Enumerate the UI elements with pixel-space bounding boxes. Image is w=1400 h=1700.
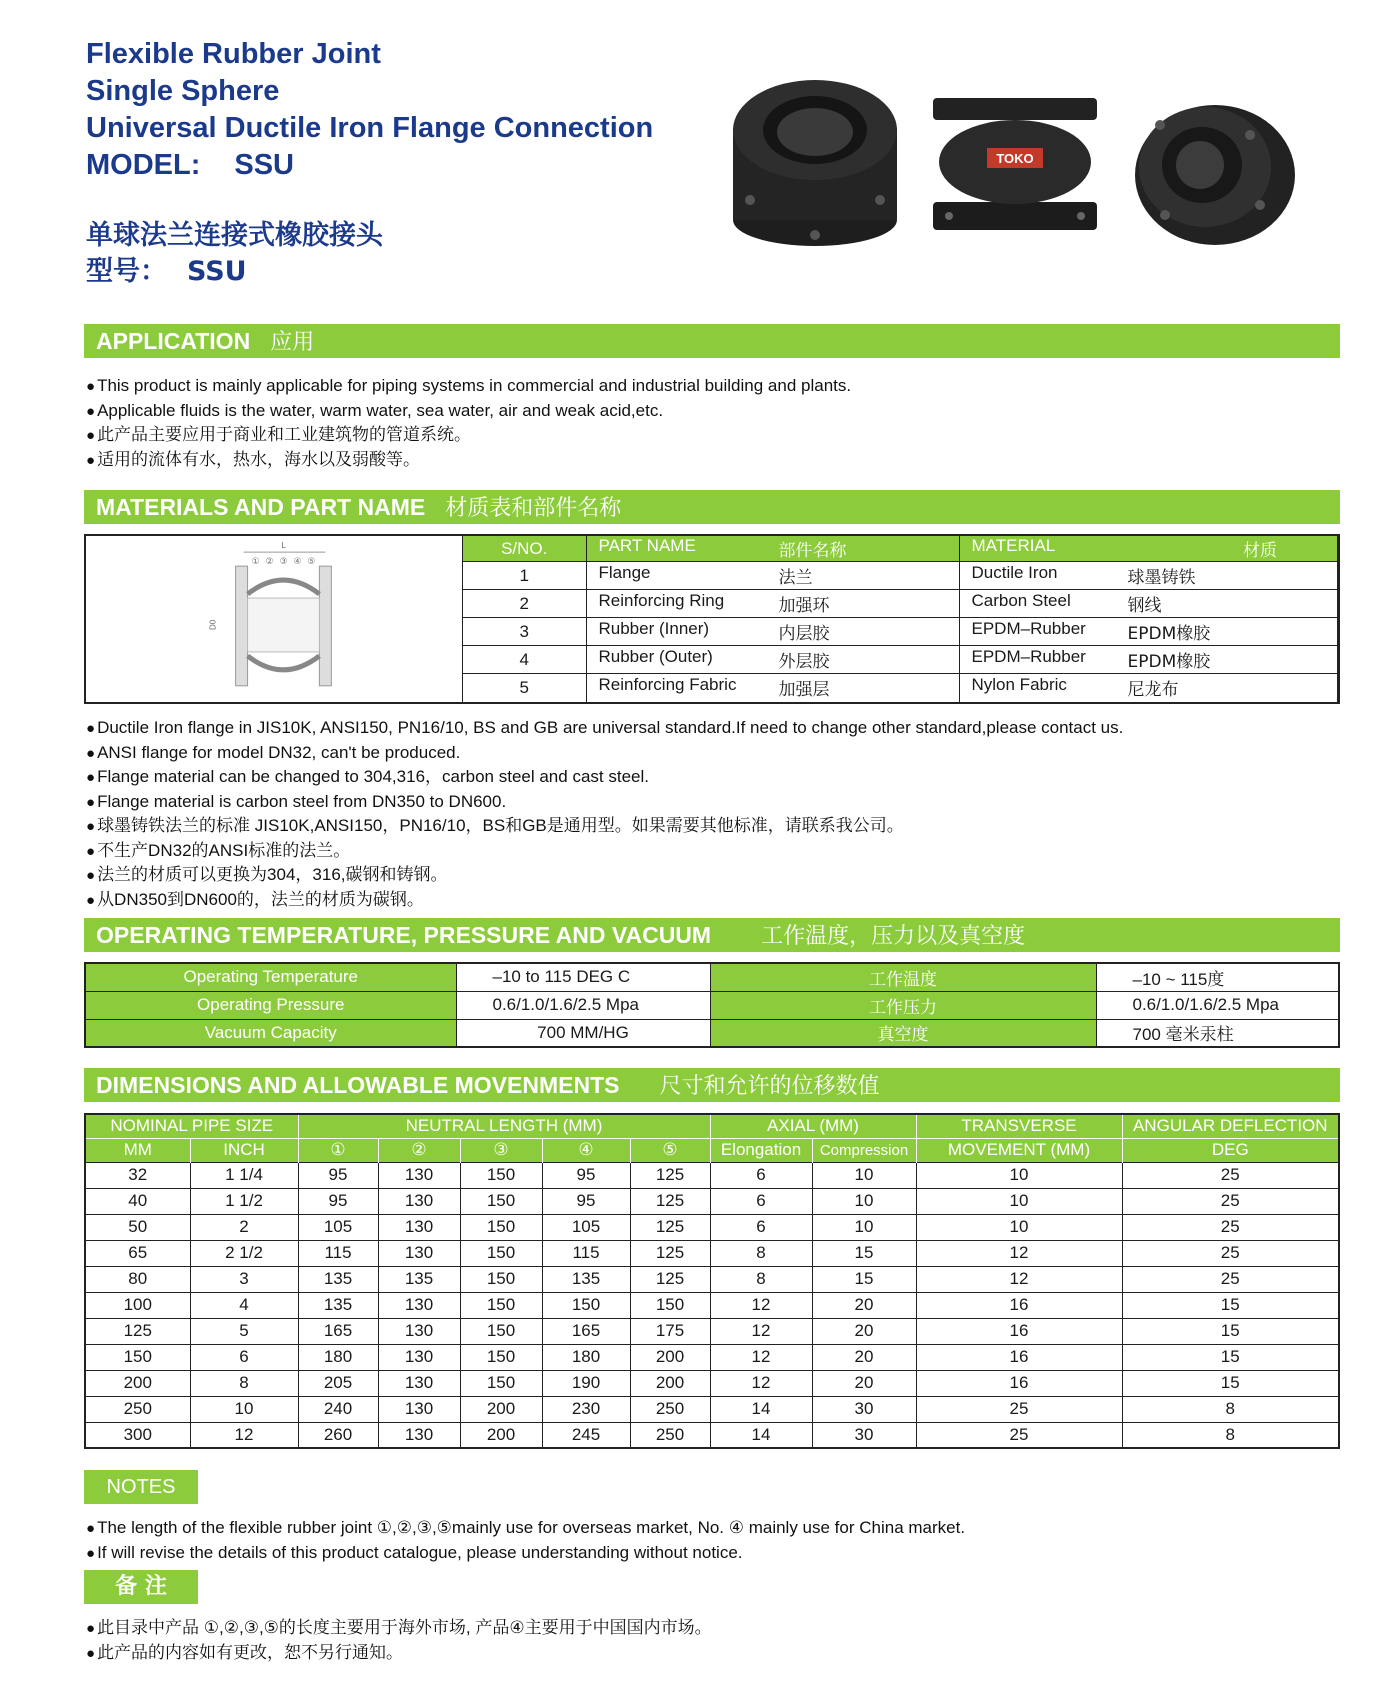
- table-cell: 12: [710, 1292, 812, 1318]
- list-item: ● If will revise the details of this product catalogue, please understanding without notice.: [86, 1541, 965, 1566]
- table-row: [85, 1162, 1339, 1188]
- cell-material-name: Carbon Steel: [971, 591, 1071, 610]
- table-cell: 6: [710, 1188, 812, 1214]
- model-value: SSU: [234, 149, 295, 181]
- table-cell: 10: [916, 1214, 1122, 1240]
- table-cell: 15: [812, 1266, 916, 1292]
- table-cell: 130: [378, 1422, 460, 1448]
- table-cell: 250: [630, 1396, 710, 1422]
- op-value: 0.6/1.0/1.6/2.5 Mpa: [456, 991, 710, 1019]
- application-bullets: [86, 374, 851, 472]
- table-row: [85, 1370, 1339, 1396]
- cell-sno: 5: [463, 674, 586, 702]
- table-cell: 30: [812, 1396, 916, 1422]
- table-cell: 150: [460, 1370, 542, 1396]
- table-cell: 250: [630, 1422, 710, 1448]
- table-cell: 125: [630, 1214, 710, 1240]
- table-cell: 15: [1122, 1318, 1339, 1344]
- table-cell: 12: [710, 1344, 812, 1370]
- op-label-cn: 工作温度: [710, 963, 1096, 991]
- table-cell: 8: [190, 1370, 298, 1396]
- table-row: [85, 1396, 1339, 1422]
- table-cell: 130: [378, 1214, 460, 1240]
- table-cell: 20: [812, 1318, 916, 1344]
- cell-material-name: EPDM–Rubber: [971, 619, 1086, 638]
- table-row: [85, 1292, 1339, 1318]
- table-row: [85, 1422, 1339, 1448]
- product-photo-side: [925, 90, 1105, 240]
- cell-material-name: Ductile Iron: [971, 563, 1058, 582]
- table-row: [85, 1019, 1339, 1047]
- table-cell: 95: [542, 1162, 630, 1188]
- cell-part: [586, 646, 959, 674]
- table-row: [463, 674, 1338, 702]
- list-item: ● 法兰的材质可以更换为304，316,碳钢和铸钢。: [86, 863, 1123, 888]
- cell-part-cn: 加强环: [778, 596, 830, 616]
- title-line-2: Single Sphere: [86, 75, 280, 107]
- table-cell: 10: [190, 1396, 298, 1422]
- table-cell: 130: [378, 1344, 460, 1370]
- materials-title-cn: 材质表和部件名称: [445, 496, 622, 521]
- table-cell: 200: [85, 1370, 190, 1396]
- col-part: [586, 536, 959, 562]
- table-cell: 150: [460, 1344, 542, 1370]
- table-cell: 8: [710, 1266, 812, 1292]
- table-cell: 10: [812, 1162, 916, 1188]
- dimensions-table: [84, 1113, 1340, 1449]
- table-cell: 10: [916, 1188, 1122, 1214]
- table-cell: 240: [298, 1396, 378, 1422]
- diagram-diameter-label: D0: [208, 619, 218, 630]
- application-band: [84, 324, 1340, 358]
- cell-part: [586, 674, 959, 702]
- list-item: ● 球墨铸铁法兰的标准 JIS10K,ANSI150，PN16/10，BS和GB是通用型。如果需要其他标准，请联系我公司。: [86, 814, 1123, 839]
- table-row: [463, 618, 1338, 646]
- diagram-callout: ②: [265, 557, 274, 568]
- list-item: ● 此目录中产品 ①,②,③,⑤的长度主要用于海外市场, 产品④主要用于中国国内市场。: [86, 1616, 712, 1641]
- table-cell: 6: [710, 1162, 812, 1188]
- table-cell: 150: [460, 1266, 542, 1292]
- sub-header: INCH: [190, 1138, 298, 1162]
- op-label-cn: 真空度: [710, 1019, 1096, 1047]
- cell-part-cn: 内层胶: [778, 624, 830, 644]
- dimensions-body: [85, 1162, 1339, 1448]
- table-cell: 25: [916, 1396, 1122, 1422]
- list-item: ● 适用的流体有水，热水，海水以及弱酸等。: [86, 448, 851, 473]
- cell-part-name: Reinforcing Fabric: [598, 675, 737, 695]
- dimensions-title-cn: 尺寸和允许的位移数值: [659, 1074, 880, 1099]
- cell-material-cn: EPDM橡胶: [1127, 624, 1211, 644]
- cell-sno: 1: [463, 562, 586, 590]
- table-cell: 115: [542, 1240, 630, 1266]
- cn-model-label: 型号：: [86, 256, 167, 287]
- sub-header: MM: [85, 1138, 190, 1162]
- col-part-label: PART NAME: [598, 536, 696, 555]
- table-cell: 12: [710, 1370, 812, 1396]
- table-cell: 25: [1122, 1240, 1339, 1266]
- sub-header: MOVEMENT (MM): [916, 1138, 1122, 1162]
- table-cell: 10: [812, 1188, 916, 1214]
- diagram-callout: ④: [293, 557, 302, 568]
- table-row: [463, 562, 1338, 590]
- table-cell: 65: [85, 1240, 190, 1266]
- op-label: Operating Temperature: [85, 963, 456, 991]
- sub-header: ②: [378, 1138, 460, 1162]
- op-value-cn: 700 毫米汞柱: [1096, 1019, 1339, 1047]
- table-cell: 80: [85, 1266, 190, 1292]
- table-cell: 16: [916, 1344, 1122, 1370]
- product-photos: [720, 70, 1340, 250]
- cell-part: [586, 618, 959, 646]
- table-row: [85, 1266, 1339, 1292]
- col-material-cn-label: 材质: [1243, 541, 1277, 561]
- model-label: MODEL:: [86, 149, 201, 181]
- table-cell: 25: [1122, 1188, 1339, 1214]
- table-cell: 16: [916, 1292, 1122, 1318]
- materials-title: MATERIALS AND PART NAME: [96, 494, 426, 520]
- cell-material-name: EPDM–Rubber: [971, 647, 1086, 666]
- group-header: TRANSVERSE: [916, 1114, 1122, 1138]
- table-cell: 150: [460, 1292, 542, 1318]
- table-cell: 16: [916, 1370, 1122, 1396]
- table-cell: 15: [812, 1240, 916, 1266]
- dimensions-band: [84, 1068, 1340, 1102]
- table-cell: 130: [378, 1188, 460, 1214]
- table-row: [85, 991, 1339, 1019]
- cell-part: [586, 562, 959, 590]
- table-cell: 105: [298, 1214, 378, 1240]
- application-title: APPLICATION: [96, 328, 251, 354]
- table-cell: 150: [85, 1344, 190, 1370]
- product-photo-angled: [1120, 75, 1300, 250]
- table-cell: 130: [378, 1396, 460, 1422]
- table-cell: 150: [460, 1188, 542, 1214]
- table-row: [85, 1318, 1339, 1344]
- diagram-callout: ①: [251, 557, 260, 568]
- list-item: ● The length of the flexible rubber joint ①,②,③,⑤mainly use for overseas market, No. ④ mainly use for China market.: [86, 1516, 965, 1541]
- cell-part-cn: 外层胶: [778, 652, 830, 672]
- notes-cn-tag: 备 注: [84, 1570, 198, 1604]
- group-header: AXIAL (MM): [710, 1114, 916, 1138]
- table-cell: 130: [378, 1162, 460, 1188]
- list-item: ● 此产品主要应用于商业和工业建筑物的管道系统。: [86, 423, 851, 448]
- cell-material-cn: 尼龙布: [1127, 680, 1179, 701]
- table-cell: 4: [190, 1292, 298, 1318]
- cn-model-value: SSU: [187, 256, 247, 287]
- sub-header: DEG: [1122, 1138, 1339, 1162]
- table-row: [85, 1188, 1339, 1214]
- notes-cn-bullets: [86, 1616, 712, 1665]
- materials-notes: [86, 716, 1123, 912]
- notes-bullets: [86, 1516, 965, 1565]
- table-cell: 25: [1122, 1214, 1339, 1240]
- table-group-header-row: [85, 1114, 1339, 1138]
- table-cell: 200: [460, 1396, 542, 1422]
- sub-header: ①: [298, 1138, 378, 1162]
- table-cell: 175: [630, 1318, 710, 1344]
- diagram-callout: ③: [279, 557, 288, 568]
- table-cell: 25: [1122, 1162, 1339, 1188]
- diagram-callout: ⑤: [307, 557, 316, 568]
- table-cell: 130: [378, 1240, 460, 1266]
- table-cell: 95: [542, 1188, 630, 1214]
- table-cell: 15: [1122, 1344, 1339, 1370]
- table-cell: 135: [298, 1266, 378, 1292]
- table-cell: 150: [460, 1318, 542, 1344]
- cell-material: [959, 562, 1338, 590]
- joint-diagram: [86, 536, 463, 702]
- product-photo-front: [720, 70, 910, 250]
- col-sno: S/NO.: [463, 536, 586, 562]
- list-item: ● This product is mainly applicable for piping systems in commercial and industrial building and plants.: [86, 374, 851, 399]
- table-cell: 150: [542, 1292, 630, 1318]
- cell-sno: 3: [463, 618, 586, 646]
- table-cell: 135: [378, 1266, 460, 1292]
- table-cell: 32: [85, 1162, 190, 1188]
- cell-sno: 2: [463, 590, 586, 618]
- table-cell: 100: [85, 1292, 190, 1318]
- table-cell: 125: [630, 1188, 710, 1214]
- list-item: ● Ductile Iron flange in JIS10K, ANSI150, PN16/10, BS and GB are universal standard.If need to change other standard,please contact us.: [86, 716, 1123, 741]
- table-cell: 20: [812, 1344, 916, 1370]
- table-cell: 165: [298, 1318, 378, 1344]
- list-item: ● Flange material can be changed to 304,316，carbon steel and cast steel.: [86, 765, 1123, 790]
- table-cell: 25: [916, 1422, 1122, 1448]
- table-cell: 250: [85, 1396, 190, 1422]
- diagram-length-label: L: [281, 541, 286, 551]
- sub-header: Compression: [812, 1138, 916, 1162]
- table-cell: 6: [190, 1344, 298, 1370]
- table-cell: 95: [298, 1188, 378, 1214]
- table-cell: 14: [710, 1422, 812, 1448]
- list-item: ● Applicable fluids is the water, warm water, sea water, air and weak acid,etc.: [86, 399, 851, 424]
- cn-title: 单球法兰连接式橡胶接头: [86, 220, 383, 251]
- table-row: [85, 963, 1339, 991]
- table-cell: 15: [1122, 1370, 1339, 1396]
- cell-material: [959, 590, 1338, 618]
- table-cell: 135: [298, 1292, 378, 1318]
- op-label: Operating Pressure: [85, 991, 456, 1019]
- table-cell: 2 1/2: [190, 1240, 298, 1266]
- col-material-label: MATERIAL: [971, 536, 1056, 555]
- table-cell: 15: [1122, 1292, 1339, 1318]
- sub-header: ④: [542, 1138, 630, 1162]
- materials-block: [84, 534, 1340, 704]
- materials-table: [463, 536, 1338, 702]
- cell-material: [959, 618, 1338, 646]
- table-row: [85, 1344, 1339, 1370]
- table-cell: 95: [298, 1162, 378, 1188]
- table-cell: 135: [542, 1266, 630, 1292]
- sub-header: Elongation: [710, 1138, 812, 1162]
- operating-table: [84, 962, 1340, 1048]
- cell-material-cn: 钢线: [1127, 596, 1162, 616]
- application-title-cn: 应用: [270, 330, 315, 355]
- table-cell: 200: [460, 1422, 542, 1448]
- table-cell: 245: [542, 1422, 630, 1448]
- table-cell: 12: [710, 1318, 812, 1344]
- table-row: [463, 646, 1338, 674]
- list-item: ● 此产品的内容如有更改，恕不另行通知。: [86, 1641, 712, 1666]
- cell-part-name: Rubber (Inner): [598, 619, 710, 638]
- cell-material-cn: EPDM橡胶: [1127, 652, 1211, 672]
- table-cell: 150: [630, 1292, 710, 1318]
- table-cell: 125: [630, 1162, 710, 1188]
- table-cell: 230: [542, 1396, 630, 1422]
- cell-part-cn: 加强层: [778, 680, 830, 701]
- table-cell: 205: [298, 1370, 378, 1396]
- table-cell: 3: [190, 1266, 298, 1292]
- table-cell: 8: [1122, 1396, 1339, 1422]
- operating-title: OPERATING TEMPERATURE, PRESSURE AND VACUUM: [96, 922, 712, 948]
- title-block: [86, 36, 653, 184]
- sub-header: ⑤: [630, 1138, 710, 1162]
- group-header: NOMINAL PIPE SIZE: [85, 1114, 298, 1138]
- table-cell: 300: [85, 1422, 190, 1448]
- list-item: ● ANSI flange for model DN32, can't be produced.: [86, 741, 1123, 766]
- operating-band: [84, 918, 1340, 952]
- table-cell: 10: [916, 1162, 1122, 1188]
- materials-band: [84, 490, 1340, 524]
- table-row: [463, 590, 1338, 618]
- sub-header: ③: [460, 1138, 542, 1162]
- op-value: –10 to 115 DEG C: [456, 963, 710, 991]
- cell-sno: 4: [463, 646, 586, 674]
- table-cell: 165: [542, 1318, 630, 1344]
- table-cell: 50: [85, 1214, 190, 1240]
- table-cell: 20: [812, 1292, 916, 1318]
- table-cell: 115: [298, 1240, 378, 1266]
- table-header-row: [463, 536, 1338, 562]
- table-cell: 40: [85, 1188, 190, 1214]
- cell-part-name: Rubber (Outer): [598, 647, 713, 666]
- cn-model-line: [86, 254, 383, 290]
- table-sub-header-row: [85, 1138, 1339, 1162]
- table-cell: 8: [1122, 1422, 1339, 1448]
- title-line-3: Universal Ductile Iron Flange Connection: [86, 112, 654, 144]
- col-part-cn-label: 部件名称: [778, 541, 847, 561]
- op-value: 700 MM/HG: [456, 1019, 710, 1047]
- op-label-cn: 工作压力: [710, 991, 1096, 1019]
- table-cell: 6: [710, 1214, 812, 1240]
- op-value-cn: 0.6/1.0/1.6/2.5 Mpa: [1096, 991, 1339, 1019]
- table-cell: 190: [542, 1370, 630, 1396]
- cell-part-name: Flange: [598, 563, 651, 582]
- title-cn-block: [86, 218, 383, 290]
- table-cell: 180: [298, 1344, 378, 1370]
- table-cell: 30: [812, 1422, 916, 1448]
- operating-title-cn: 工作温度，压力以及真空度: [761, 924, 1026, 949]
- table-cell: 200: [630, 1370, 710, 1396]
- table-cell: 130: [378, 1370, 460, 1396]
- table-cell: 5: [190, 1318, 298, 1344]
- table-cell: 20: [812, 1370, 916, 1396]
- table-cell: 125: [630, 1266, 710, 1292]
- cell-material: [959, 674, 1338, 702]
- table-cell: 12: [916, 1266, 1122, 1292]
- table-cell: 125: [85, 1318, 190, 1344]
- table-cell: 130: [378, 1318, 460, 1344]
- table-cell: 125: [630, 1240, 710, 1266]
- group-header: NEUTRAL LENGTH (MM): [298, 1114, 710, 1138]
- op-label: Vacuum Capacity: [85, 1019, 456, 1047]
- table-cell: 200: [630, 1344, 710, 1370]
- table-cell: 2: [190, 1214, 298, 1240]
- model-line: [86, 147, 653, 184]
- table-cell: 12: [190, 1422, 298, 1448]
- table-row: [85, 1240, 1339, 1266]
- op-value-cn: –10 ~ 115度: [1096, 963, 1339, 991]
- cell-material-cn: 球墨铸铁: [1127, 568, 1196, 588]
- group-header: ANGULAR DEFLECTION: [1122, 1114, 1339, 1138]
- table-cell: 1 1/2: [190, 1188, 298, 1214]
- list-item: ● 从DN350到DN600的，法兰的材质为碳钢。: [86, 888, 1123, 913]
- title-line-1: Flexible Rubber Joint: [86, 38, 381, 70]
- table-cell: 14: [710, 1396, 812, 1422]
- table-cell: 12: [916, 1240, 1122, 1266]
- table-cell: 25: [1122, 1266, 1339, 1292]
- table-cell: 130: [378, 1292, 460, 1318]
- table-cell: 10: [812, 1214, 916, 1240]
- cell-material-name: Nylon Fabric: [971, 675, 1067, 695]
- col-material: [959, 536, 1338, 562]
- table-row: [85, 1214, 1339, 1240]
- list-item: ● Flange material is carbon steel from DN350 to DN600.: [86, 790, 1123, 815]
- table-cell: 1 1/4: [190, 1162, 298, 1188]
- table-cell: 150: [460, 1162, 542, 1188]
- cell-part-name: Reinforcing Ring: [598, 591, 725, 610]
- table-cell: 180: [542, 1344, 630, 1370]
- brand-label: TOKO: [996, 151, 1034, 166]
- table-cell: 16: [916, 1318, 1122, 1344]
- notes-tag: NOTES: [84, 1470, 198, 1504]
- list-item: ● 不生产DN32的ANSI标准的法兰。: [86, 839, 1123, 864]
- table-cell: 260: [298, 1422, 378, 1448]
- cell-material: [959, 646, 1338, 674]
- cell-part: [586, 590, 959, 618]
- table-cell: 105: [542, 1214, 630, 1240]
- table-cell: 8: [710, 1240, 812, 1266]
- table-cell: 150: [460, 1214, 542, 1240]
- dimensions-title: DIMENSIONS AND ALLOWABLE MOVENMENTS: [96, 1072, 620, 1098]
- cell-part-cn: 法兰: [778, 568, 813, 588]
- table-cell: 150: [460, 1240, 542, 1266]
